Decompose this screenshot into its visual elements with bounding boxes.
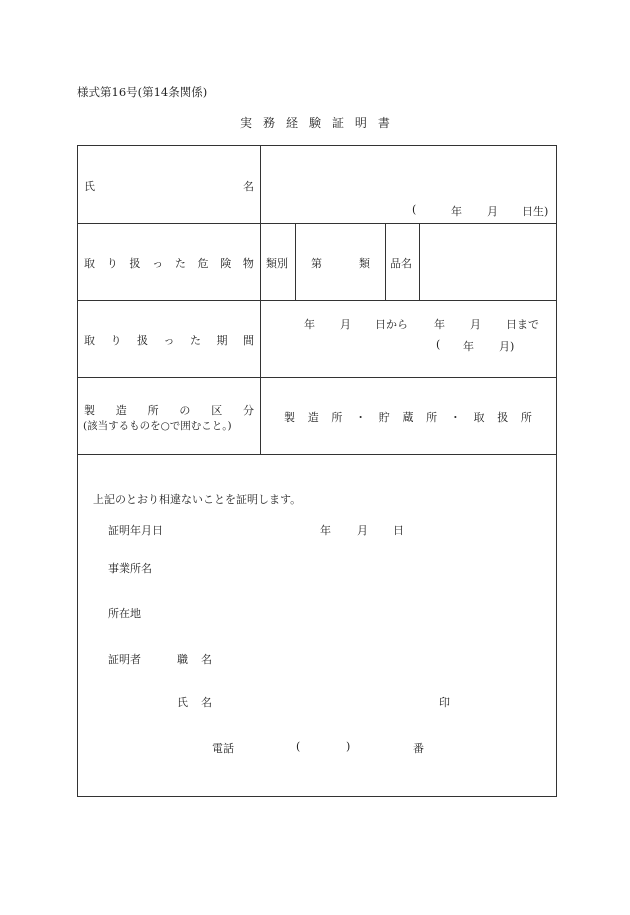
title-char: 書 [377,116,390,130]
address-label: 所在地 [108,607,141,620]
cell-divider [419,223,420,300]
seal-mark: 印 [439,696,450,709]
birth-month: 月 [487,205,498,218]
cert-date-month: 月 [357,524,368,537]
certifier-name-label: 氏 名 [177,696,212,709]
row-divider [78,223,556,224]
phone-label: 電話 [212,742,234,755]
row-divider [78,300,556,301]
to-day: 日まで [506,318,539,331]
phone-ban: 番 [413,742,424,755]
cert-date-year: 年 [320,524,331,537]
from-day: 日から [375,318,408,331]
phone-close-paren: ) [346,740,351,753]
facility-note: (該当するものを○で囲むこと。) [83,420,232,432]
duration-year: 年 [463,340,474,353]
to-month: 月 [470,318,481,331]
item-name-label: 品名 [390,257,412,270]
office-name-label: 事業所名 [108,562,152,575]
title-char: 明 [354,116,367,130]
phone-open-paren: ( [296,740,301,753]
certificate-form [77,145,557,797]
title-char: 経 [285,116,298,130]
cell-divider [295,223,296,300]
title-char: 務 [262,116,275,130]
facility-label: 製 造 所 の 区 分 [84,404,254,417]
certifier-label: 証明者 [108,653,141,666]
position-label: 職 名 [177,653,212,666]
row-divider [78,454,556,455]
title-char: 証 [331,116,344,130]
duration-open-paren: ( [436,338,441,351]
form-number: 様式第16号(第14条関係) [77,85,208,99]
row-divider [78,377,556,378]
birth-year: 年 [451,205,462,218]
facility-options: 製 造 所 ・ 貯 蔵 所 ・ 取 扱 所 [284,411,532,424]
document-title [240,114,390,131]
title-char: 験 [308,116,321,130]
certification-statement: 上記のとおり相違ないことを証明します。 [93,493,302,506]
class-rui: 類 [359,257,370,270]
cert-date-label: 証明年月日 [108,524,163,537]
hazmat-label: 取 り 扱 っ た 危 険 物 [84,257,254,270]
title-char: 実 [240,116,253,130]
to-year: 年 [434,318,445,331]
class-label: 類別 [266,257,288,270]
cell-divider [385,223,386,300]
cert-date-day: 日 [393,524,404,537]
birth-day: 日生) [522,205,549,218]
period-label: 取 り 扱 っ た 期 間 [84,334,254,347]
class-dai: 第 [311,257,322,270]
from-year: 年 [304,318,315,331]
from-month: 月 [340,318,351,331]
birth-open-paren: ( [412,203,417,216]
label-column-divider [260,146,261,454]
duration-month: 月) [499,340,515,353]
name-label: 氏 名 [84,180,254,193]
